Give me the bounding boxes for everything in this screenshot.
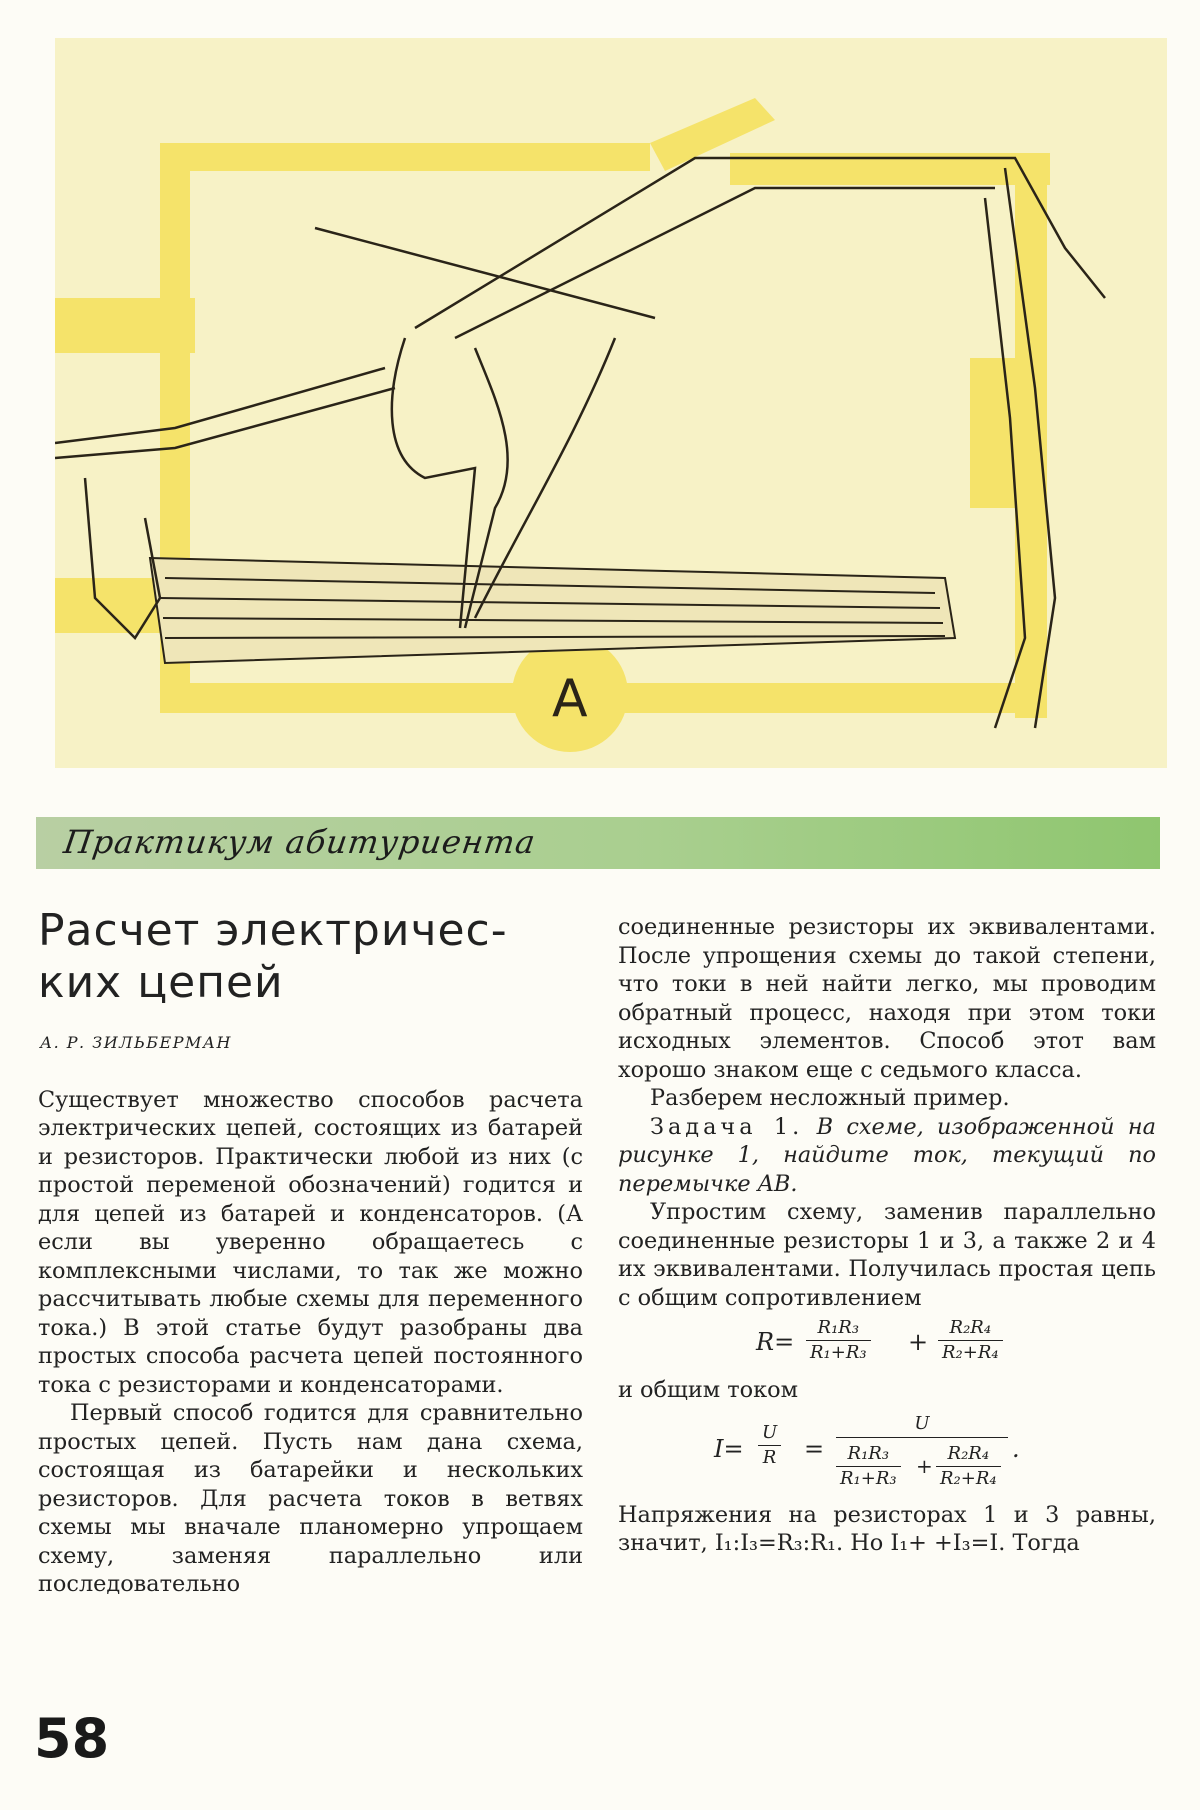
task-text: В схеме, изображенной на рисунке 1, найдите ток, текущий по перемычке AB. (618, 1113, 1156, 1197)
paragraph: Первый способ годится для сравнительно простых цепей. Пусть нам дана схема, состоящая из батарейки и нескольких резисторов. Для расчета токов в ветвях схемы мы вначале планомерно упрощаем схему, заменяя параллельно или последовательно (38, 1400, 583, 1597)
numerator: R₂R₄ (938, 1316, 1003, 1341)
paragraph: Разберем несложный пример. (650, 1085, 1010, 1111)
task-paragraph (618, 1113, 1156, 1199)
paragraph: Упростим схему, заменив параллельно соединенные резисторы 1 и 3, а также 2 и 4 их эквивалентами. Получилась простая цепь с общим сопротивлением (618, 1199, 1156, 1311)
numerator: R₁R₃ (806, 1316, 871, 1341)
compound-fraction (836, 1411, 1008, 1498)
fraction (836, 1442, 901, 1491)
article-author: А. Р. ЗИЛЬБЕРМАН (40, 1033, 232, 1052)
equals-sign: = (804, 1434, 825, 1463)
formula-lhs: R= (756, 1328, 795, 1356)
numerator: R₁R₃ (836, 1442, 901, 1467)
numerator: U (758, 1421, 781, 1446)
illustration (55, 38, 1167, 768)
ammeter-label: A (552, 669, 588, 729)
denominator: R₂+R₄ (940, 1467, 997, 1489)
task-label: Задача 1. (650, 1113, 804, 1140)
paragraph: и общим током (618, 1377, 799, 1403)
paragraph: соединенные резисторы их эквивалентами. После упрощения схемы до такой степени, что токи в ней найти легко, мы проводим обратный процесс, находя при этом токи исходных элементов. Способ этот вам хорошо знаком еще с седьмого класса. (618, 914, 1156, 1083)
paragraph: Напряжения на резисторах 1 и 3 равны, значит, I₁:I₃=R₃:R₁. Но I₁+ +I₃=I. Тогда (618, 1501, 1156, 1556)
article-title: Расчет электричес- ких цепей (38, 905, 508, 1008)
section-banner (36, 817, 1160, 869)
period: . (1012, 1434, 1020, 1463)
plus-sign: + (908, 1328, 929, 1356)
denominator: R₁+R₃ (840, 1467, 897, 1489)
formula-lhs: I= (714, 1434, 744, 1463)
paragraph: Существует множество способов расчета электрических цепей, состоящих из батарей и резисторов. Практически любой из них (с простой переменой обозначений) годится и для цепей из батарей и конденсаторов. (А если вы уверенно обращаетесь с комплексными числами, то так же можно рассчитывать любые схемы для переменного тока.) В этой статье будут разобраны два простых способа расчета цепей постоянного тока с резисторами и конденсаторами. (38, 1086, 583, 1398)
denominator: R₁+R₃ (810, 1342, 867, 1363)
left-column (38, 905, 583, 1599)
formula-current (618, 1405, 1156, 1501)
fraction (938, 1316, 1003, 1365)
fraction (806, 1316, 871, 1365)
denominator: R₂+R₄ (942, 1342, 999, 1363)
fraction (936, 1442, 1001, 1491)
page-number: 58 (34, 1707, 110, 1770)
banner-title: Практикум абитуриента (61, 823, 539, 861)
numerator: R₂R₄ (936, 1442, 1001, 1467)
formula-resistance (618, 1312, 1156, 1376)
log-drawing (150, 558, 955, 663)
plus-sign: + (916, 1453, 933, 1478)
fraction (758, 1421, 781, 1470)
denominator (836, 1438, 1008, 1498)
right-column (618, 913, 1156, 1558)
denominator: R (762, 1446, 777, 1468)
numerator: U (836, 1411, 1008, 1438)
circuit-drawing (55, 38, 1167, 768)
